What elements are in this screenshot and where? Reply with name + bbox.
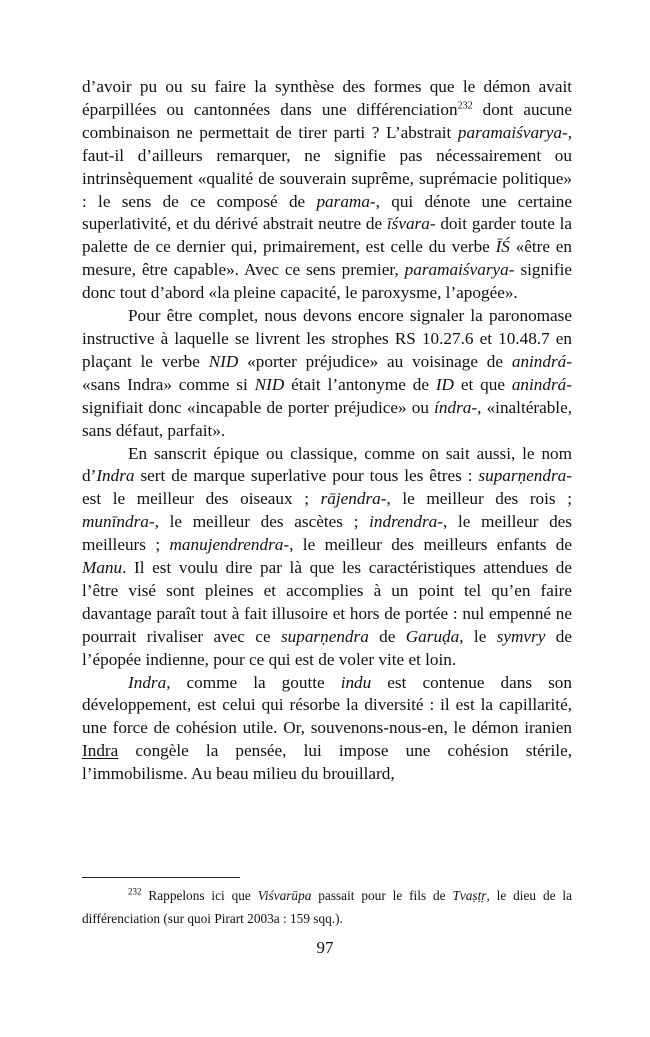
body-text	[82, 76, 572, 786]
paragraph-1: d’avoir pu ou su faire la synthèse des formes que le démon avait éparpillées ou cantonnées dans une différenciation$^{232}$ dont aucune combinaison ne permettait de tirer parti ? L’abstrait paramaiśvarya-, faut-il d’ailleurs remarquer, ne signifie pas nécessairement ou intrinsèquement «qualité de souverain suprême, suprémacie politique» : le sens de ce composé de parama-, qui dénote une certaine superlativité, et du dérivé abstrait neutre de īśvara- doit garder toute la palette de ce dernier qui, primairement, est celle du verbe ĪŚ «être en mesure, être capable». Avec ce sens premier, paramaiśvarya- signifie donc tout d’abord «la pleine capacité, le paroxysme, l’apogée».	[82, 77, 572, 303]
footnote-separator	[82, 877, 240, 878]
paragraph-3: En sanscrit épique ou classique, comme on sait aussi, le nom d’Indra sert de marque superlative pour tous les êtres : suparṇendra- est le meilleur des oiseaux ; rājendra-, le meilleur des rois ; munīndra-, le meilleur des ascètes ; indrendra-, le meilleur des meilleurs ; manujendrendra-, le meilleur des meilleurs enfants de Manu. Il est voulu dire par là que les caractéristiques attendues de l’être visé sont pleines et accomplies à un point tel qu’en faire davantage paraît tout à fait illusoire et hors de portée : nul empenné ne pourrait rivaliser avec ce suparṇendra de Garuḍa, le symvry de l’épopée indienne, pour ce qui est de voler vite et loin.	[82, 443, 573, 669]
footnote-232: $^{232}$ Rappelons ici que Viśvarūpa passait pour le fils de Tvaṣṭṛ, le dieu de la différenciation (sur quoi Pirart 2003a : 159 sqq.).	[82, 886, 572, 926]
footnote-reference[interactable]: 232	[457, 100, 473, 112]
paragraph-2: Pour être complet, nous devons encore signaler la paronomase instructive à laquelle se livrent les strophes RS 10.27.6 et 10.48.7 en plaçant le verbe NID «porter préjudice» au voisinage de anindrá- «sans Indra» comme si NID était l’antonyme de ID et que anindrá- signifiait donc «incapable de porter préjudice» ou índra-, «inaltérable, sans défaut, parfait».	[82, 306, 572, 440]
footnote-number: 232	[128, 886, 142, 897]
page-number: 97	[316, 938, 334, 957]
paragraph-4: Indra, comme la goutte indu est contenue dans son développement, est celui qui résorbe la diversité : il est la capillarité, une force de cohésion utile. Or, souvenons-nous-en, le démon iranien Indra congèle la pensée, lui impose une cohésion stérile, l’immobilisme. Au beau milieu du brouillard,	[82, 672, 572, 784]
footnote	[82, 885, 572, 930]
